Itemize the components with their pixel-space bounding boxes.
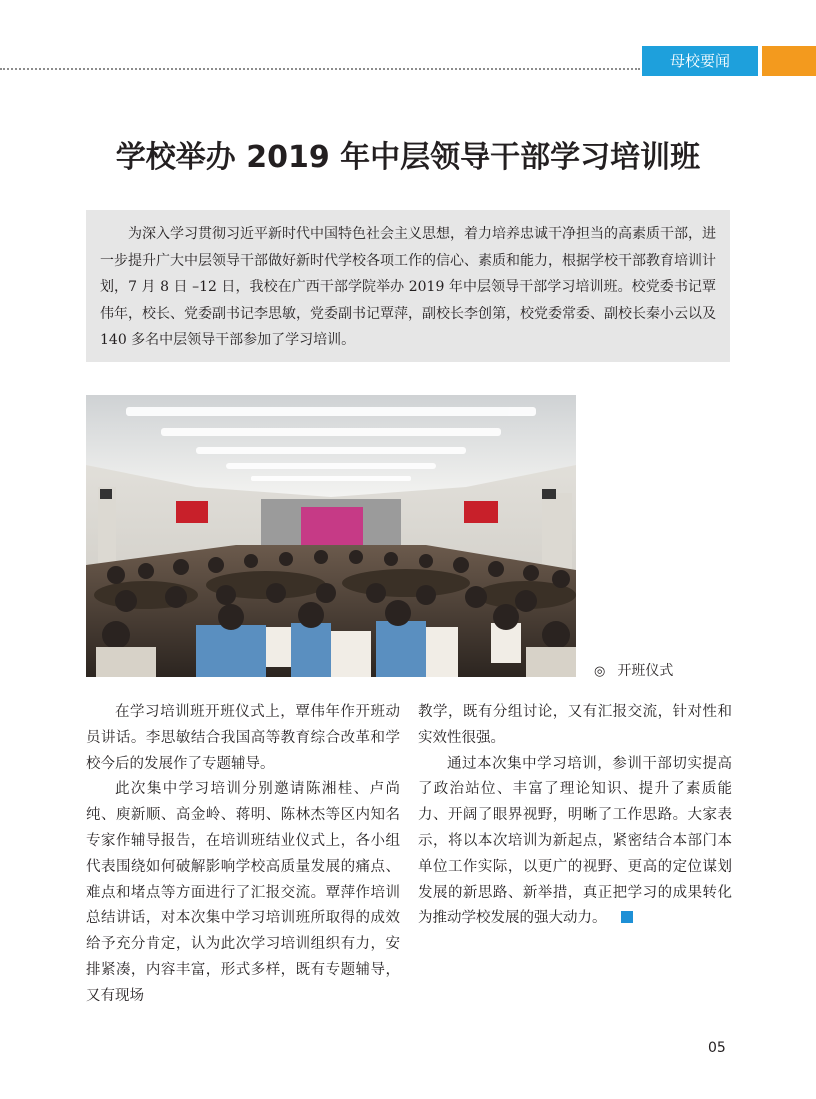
body-paragraph-1: 在学习培训班开班仪式上，覃伟年作开班动员讲话。李思敏结合我国高等教育综合改革和学校今后的发展作了专题辅导。	[86, 704, 400, 772]
header-dotted-rule	[0, 68, 640, 70]
caption-bullet-icon: ◎	[594, 664, 606, 679]
body-paragraph-2: 此次集中学习培训分别邀请陈湘桂、卢尚纯、庾新顺、高金岭、蒋明、陈林杰等区内知名专家作辅导报告，在培训班结业仪式上，各小组代表围绕如何破解影响学校高质量发展的痛点、难点和堵点等方面进行了汇报交流。覃萍作培训总结讲话，对本次集中学习培训班所取得的成效给予充分肯定，认为此次学习培训组织有力，安排紧凑，内容丰富，形式多样，既有专题辅导，又有现场	[86, 781, 400, 1004]
article-title: 学校举办 2019 年中层领导干部学习培训班	[115, 140, 701, 175]
body-paragraph-3	[418, 752, 732, 933]
body-paragraph-2-continued: 教学，既有分组讨论，又有汇报交流，针对性和实效性很强。	[418, 704, 732, 746]
lead-box	[86, 210, 730, 362]
caption-text: 开班仪式	[617, 663, 674, 679]
page-number: 05	[708, 1040, 726, 1056]
section-tab-accent	[762, 46, 816, 76]
photo-caption	[594, 660, 673, 680]
lead-paragraph: 为深入学习贯彻习近平新时代中国特色社会主义思想，着力培养忠诚干净担当的高素质干部，进一步提升广大中层领导干部做好新时代学校各项工作的信心、素质和能力，根据学校干部教育培训计划，7 月 8 日 –12 日，我校在广西干部学院举办 2019 年中层领导干部学习培训班。校党委书记覃伟年，校长、党委副书记李思敏，党委副书记覃萍，副校长李创第，校党委常委、副校长秦小云以及 140 多名中层领导干部参加了学习培训。	[100, 226, 716, 349]
section-tab: 母校要闻	[642, 46, 758, 76]
body-column-left	[86, 700, 400, 1010]
article-end-icon	[621, 911, 633, 923]
body-paragraph-3-text: 通过本次集中学习培训，参训干部切实提高了政治站位、丰富了理论知识、提升了素质能力、开阔了眼界视野，明晰了工作思路。大家表示，将以本次培训为新起点，紧密结合本部门本单位工作实际，以更广的视野、更高的定位谋划发展的新思路、新举措，真正把学习的成果转化为推动学校发展的强大动力。	[418, 755, 732, 927]
body-column-right	[418, 700, 732, 932]
photo-opening-ceremony	[86, 395, 576, 677]
